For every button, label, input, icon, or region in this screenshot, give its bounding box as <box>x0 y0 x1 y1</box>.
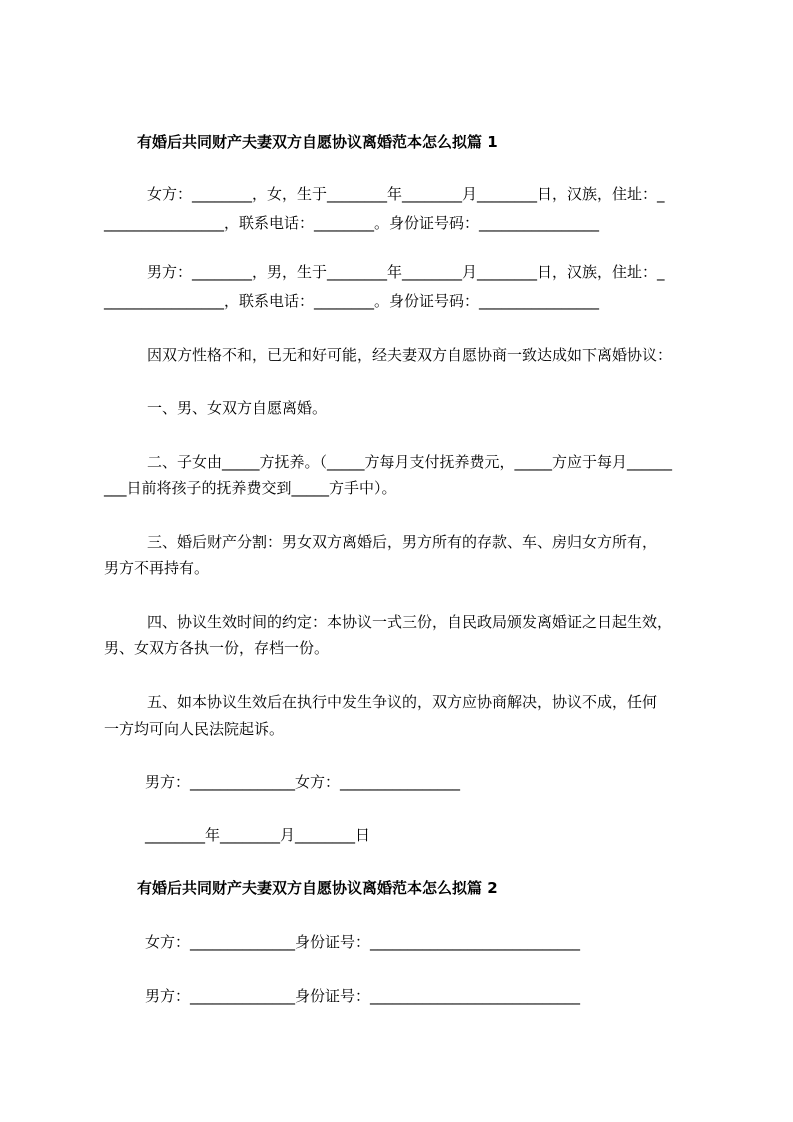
clause-5-line-1: 五、如本协议生效后在执行中发生争议的，双方应协商解决，协议不成，任何 <box>147 693 658 711</box>
date-line: ________年________月________日 <box>145 826 371 844</box>
clause-5-line-2: 一方均可向人民法院起诉。 <box>104 720 285 738</box>
female-info-line-2: ________________，联系电话：________。身份证号码：________________ <box>104 214 600 232</box>
clause-4-line-1: 四、协议生效时间的约定：本协议一式三份，自民政局颁发离婚证之日起生效， <box>147 613 673 631</box>
signature-line: 男方：______________女方：________________ <box>145 773 461 791</box>
female-info-line-1: 女方：________，女，生于________年________月________日，汉族，住址：_ <box>147 185 665 203</box>
female-id-line: 女方：______________身份证号：____________________________ <box>145 933 581 951</box>
clause-3-line-2: 男方不再持有。 <box>104 559 210 577</box>
clause-2-line-1: 二、子女由_____方抚养。（_____方每月支付抚养费元，_____方应于每月______ <box>147 453 673 471</box>
section-title-1: 有婚后共同财产夫妻双方自愿协议离婚范本怎么拟篇 1 <box>137 133 498 151</box>
section-title-2: 有婚后共同财产夫妻双方自愿协议离婚范本怎么拟篇 2 <box>137 879 498 897</box>
clause-2-line-2: ___日前将孩子的抚养费交到_____方手中）。 <box>104 479 397 497</box>
male-id-line: 男方：______________身份证号：____________________________ <box>145 987 581 1005</box>
intro-paragraph: 因双方性格不和，已无和好可能，经夫妻双方自愿协商一致达成如下离婚协议： <box>147 346 673 364</box>
male-info-line-2: ________________，联系电话：________。身份证号码：________________ <box>104 292 600 310</box>
clause-1: 一、男、女双方自愿离婚。 <box>147 399 328 417</box>
male-info-line-1: 男方：________，男，生于________年________月________日，汉族，住址：_ <box>147 263 665 281</box>
clause-4-line-2: 男、女双方各执一份，存档一份。 <box>104 639 330 657</box>
clause-3-line-1: 三、婚后财产分割：男女双方离婚后，男方所有的存款、车、房归女方所有， <box>147 533 658 551</box>
